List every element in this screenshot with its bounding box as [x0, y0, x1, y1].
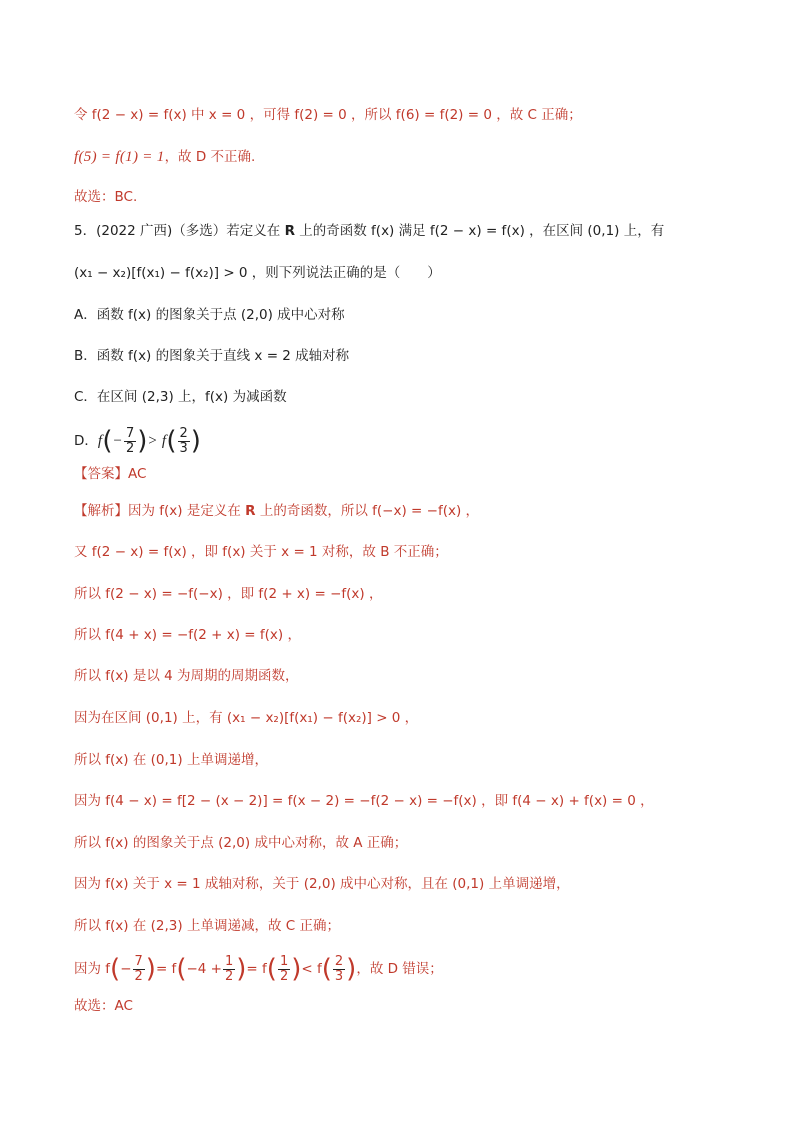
numerator: 1: [279, 953, 289, 969]
paren-open-icon: (: [321, 954, 332, 984]
paren-close-icon: ): [236, 954, 247, 984]
question-text-a: 5．(2022 广西)（多选）若定义在: [74, 223, 285, 239]
denominator: 2: [279, 968, 289, 984]
line-choice-bc: 故选：BC.: [74, 189, 138, 205]
paren-close-icon: ): [346, 954, 357, 984]
s12-inner: −4 +: [186, 961, 222, 977]
paren-close-icon: ): [137, 426, 148, 456]
paren-open-icon: (: [266, 954, 277, 984]
fraction-1-2: [223, 955, 235, 984]
set-r: R: [284, 223, 295, 239]
paren-open-icon: (: [110, 954, 121, 984]
solution-text-b: 上的奇函数，所以 f(−x) = −f(x) ，: [255, 503, 480, 519]
numerator: 7: [125, 425, 135, 441]
paren-close-icon: ): [291, 954, 302, 984]
numerator: 2: [179, 425, 188, 441]
question-stem-2: (x₁ − x₂)[f(x₁) − f(x₂)] > 0 ，则下列说法正确的是（ ）: [74, 265, 441, 281]
numerator: 2: [334, 953, 344, 969]
s12-prefix: 因为 f: [74, 961, 111, 977]
numerator: 1: [224, 953, 234, 969]
solution-line-12: [74, 951, 734, 987]
fraction-2-3: [333, 955, 345, 984]
denominator: 2: [134, 968, 143, 984]
solution-line-10: 因为 f(x) 关于 x = 1 成轴对称，关于 (2,0) 成中心对称，且在 (0,1) 上单调递增，: [74, 876, 570, 892]
question-text-b: 上的奇函数 f(x) 满足 f(2 − x) = f(x) ，在区间 (0,1) 上，有: [294, 223, 665, 239]
denominator: 3: [334, 968, 344, 984]
minus-sign: −: [120, 961, 132, 977]
s12-eq1: = f: [155, 961, 177, 977]
option-b: B．函数 f(x) 的图象关于直线 x = 2 成轴对称: [74, 348, 350, 364]
fraction-2-3: [178, 427, 190, 456]
option-c: C．在区间 (2,3) 上，f(x) 为减函数: [74, 389, 287, 405]
paren-open-icon: (: [176, 954, 187, 984]
paren-close-icon: ): [145, 954, 156, 984]
solution-line-6: 因为在区间 (0,1) 上，有 (x₁ − x₂)[f(x₁) − f(x₂)] > 0 ，: [74, 710, 419, 726]
solution-line-1: [74, 500, 734, 522]
set-r: R: [245, 503, 256, 519]
solution-line-8: 因为 f(4 − x) = f[2 − (x − 2)] = f(x − 2) = −f(2 − x) = −f(x) ，即 f(4 − x) + f(x) = 0 ，: [74, 793, 654, 809]
solution-line-4: 所以 f(4 + x) = −f(2 + x) = f(x) ，: [74, 627, 301, 643]
paren-open-icon: (: [166, 426, 177, 456]
option-d-compare: > f: [147, 433, 167, 449]
paren-open-icon: (: [102, 426, 113, 456]
question-stem-1: [74, 220, 734, 242]
s12-eq2: = f: [246, 961, 267, 977]
solution-line-11: 所以 f(x) 在 (2,3) 上单调递减，故 C 正确；: [74, 918, 340, 934]
answer-line: [74, 463, 734, 485]
formula-f5: f(5) = f(1) = 1: [74, 149, 165, 165]
option-d-label: D．: [74, 433, 98, 449]
option-d-f1: f: [97, 433, 103, 449]
solution-tag: 【解析】: [74, 503, 128, 519]
option-d: [74, 424, 734, 458]
paren-close-icon: ): [190, 426, 201, 456]
solution-line-3: 所以 f(2 − x) = −f(−x) ，即 f(2 + x) = −f(x) ，: [74, 586, 383, 602]
denominator: 2: [125, 440, 135, 456]
s12-lt: < f: [301, 961, 322, 977]
solution-line-2: 又 f(2 − x) = f(x) ，即 f(x) 关于 x = 1 对称，故 B 不正确；: [74, 544, 448, 560]
denominator: 2: [224, 968, 234, 984]
solution-line-7: 所以 f(x) 在 (0,1) 上单调递增，: [74, 752, 268, 768]
fraction-7-2: [133, 955, 145, 984]
minus-sign: −: [112, 433, 123, 449]
fraction-1-2: [278, 955, 290, 984]
solution-text-a: 因为 f(x) 是定义在: [128, 503, 246, 519]
solution-final-choice: 故选：AC: [74, 998, 133, 1014]
s12-conclusion: ，故 D 错误；: [356, 961, 443, 977]
solution-line-9: 所以 f(x) 的图象关于点 (2,0) 成中心对称，故 A 正确；: [74, 835, 408, 851]
line-derivation-c: 令 f(2 − x) = f(x) 中 x = 0 ，可得 f(2) = 0 ，所以 f(6) = f(2) = 0 ，故 C 正确；: [74, 107, 582, 123]
conclusion-d: ，故 D 不正确.: [164, 149, 256, 165]
answer-tag: 【答案】: [74, 466, 128, 482]
answer-value: AC: [128, 466, 147, 482]
fraction-7-2: [124, 427, 136, 456]
solution-line-5: 所以 f(x) 是以 4 为周期的周期函数，: [74, 668, 299, 684]
numerator: 7: [134, 953, 143, 969]
option-a: A．函数 f(x) 的图象关于点 (2,0) 成中心对称: [74, 307, 345, 323]
denominator: 3: [179, 440, 188, 456]
line-derivation-d: [74, 146, 734, 168]
